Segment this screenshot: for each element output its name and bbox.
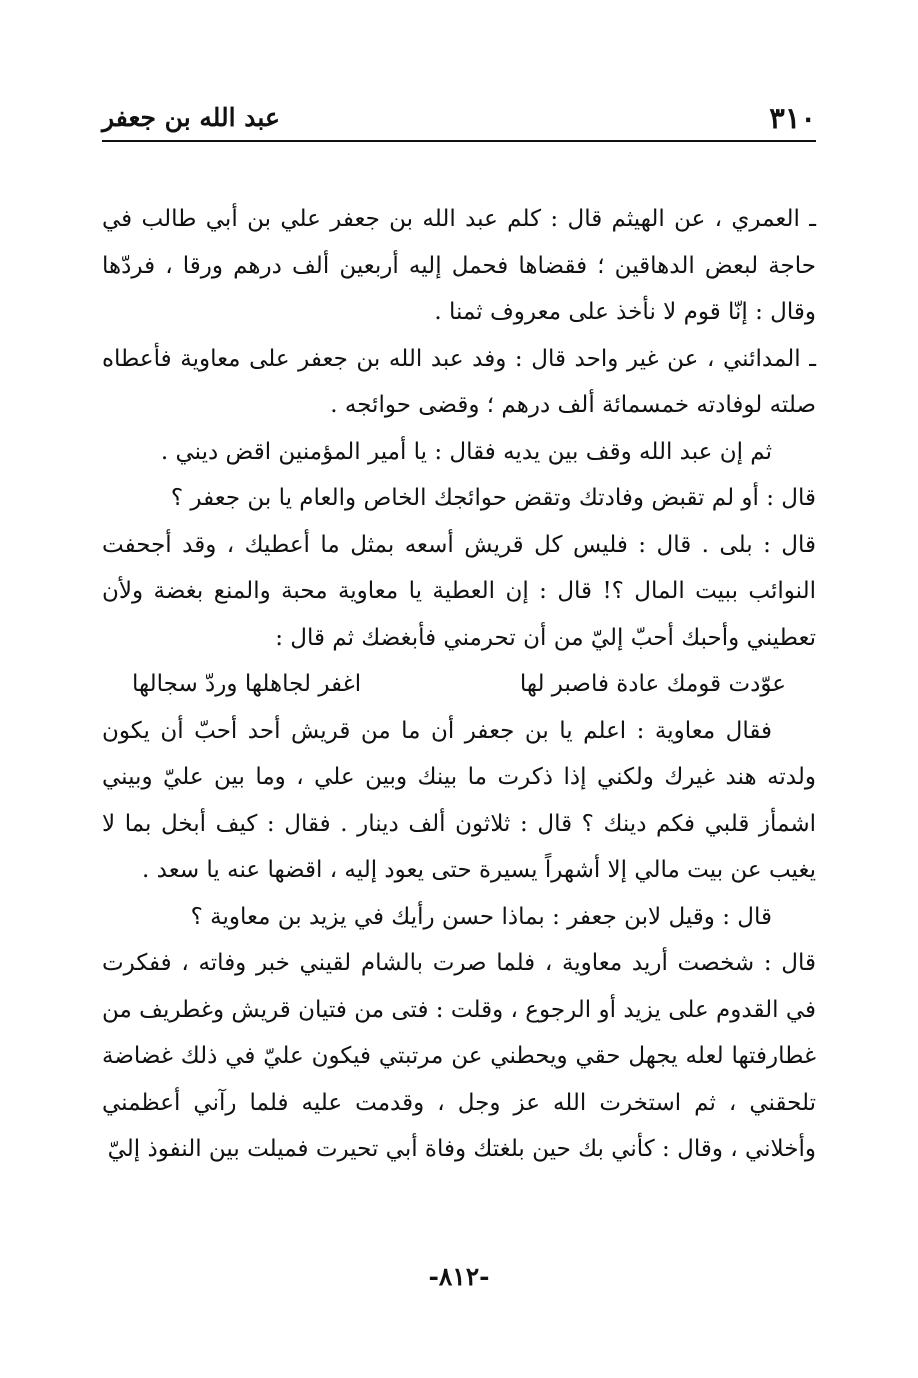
header-page-number: ٣١٠ — [769, 101, 816, 135]
page-header — [102, 100, 816, 136]
running-title: عبد الله بن جعفر — [102, 103, 280, 132]
body-text — [102, 196, 816, 1173]
paragraph-3: ثم إن عبد الله وقف بين يديه فقال : يا أمير المؤمنين اقض ديني . — [160, 438, 772, 465]
paragraph-6: فقال معاوية : اعلم يا بن جعفر أن ما من قريش أحد أحبّ أن يكون ولدته هند غيرك ولكني إذا ذكرت ما بينك وبين علي ، وما بين عليّ وبيني اشمأز قلبي فكم دينك ؟ قال : ثلاثون ألف دينار . فقال : كيف أبخل بما لا يغيب عن بيت مالي إلا أشهراً يسيرة حتى يعود إليه ، اقضها عنه يا سعد . — [102, 717, 816, 883]
paragraph-7: قال : وقيل لابن جعفر : بماذا حسن رأيك في يزيد بن معاوية ؟ — [190, 903, 772, 930]
paragraph-4: قال : أو لم تقبض وفادتك وتقض حوائجك الخاص والعام يا بن جعفر ؟ — [170, 485, 816, 511]
paragraph-2: ـ المدائني ، عن غير واحد قال : وفد عبد الله بن جعفر على معاوية فأعطاه صلته لوفادته خمسمائة ألف درهم ؛ وقضى حوائجه . — [102, 345, 816, 418]
verse-first-hemistich: عوّدت قومك عادة فاصبر لها — [519, 671, 786, 697]
verse-second-hemistich: اغفر لجاهلها وردّ سجالها — [132, 671, 362, 697]
poem-verse — [102, 661, 816, 708]
paragraph-8: قال : شخصت أريد معاوية ، فلما صرت بالشام لقيني خبر وفاته ، ففكرت في القدوم على يزيد أو الرجوع ، وقلت : فتى من فتيان قريش وغطريف من غطارفتها لعله يجهل حقي ويحطني عن مرتبتي فيكون عليّ في ذلك غضاضة تلحقني ، ثم استخرت الله عز وجل ، وقدمت عليه فلما رآني أعظمني وأخلاني ، وقال : كأني بك حين بلغتك وفاة أبي تحيرت فميلت بين النفوذ إليّ — [102, 950, 816, 1162]
header-rule — [102, 140, 816, 142]
footer-page-number: -٨١٢- — [428, 1262, 490, 1291]
paragraph-1: ـ العمري ، عن الهيثم قال : كلم عبد الله بن جعفر علي بن أبي طالب في حاجة لبعض الدهاقين ؛ فقضاها فحمل إليه أربعين ألف درهم ورقا ، فردّها وقال : إنّا قوم لا نأخذ على معروف ثمنا . — [102, 206, 816, 325]
paragraph-5: قال : بلى . قال : فليس كل قريش أسعه بمثل ما أعطيك ، وقد أجحفت النوائب ببيت المال ؟! قال : إن العطية يا معاوية محبة والمنع بغضة ولأن تعطيني وأحبك أحبّ إليّ من أن تحرمني فأبغضك ثم قال : — [102, 531, 816, 651]
